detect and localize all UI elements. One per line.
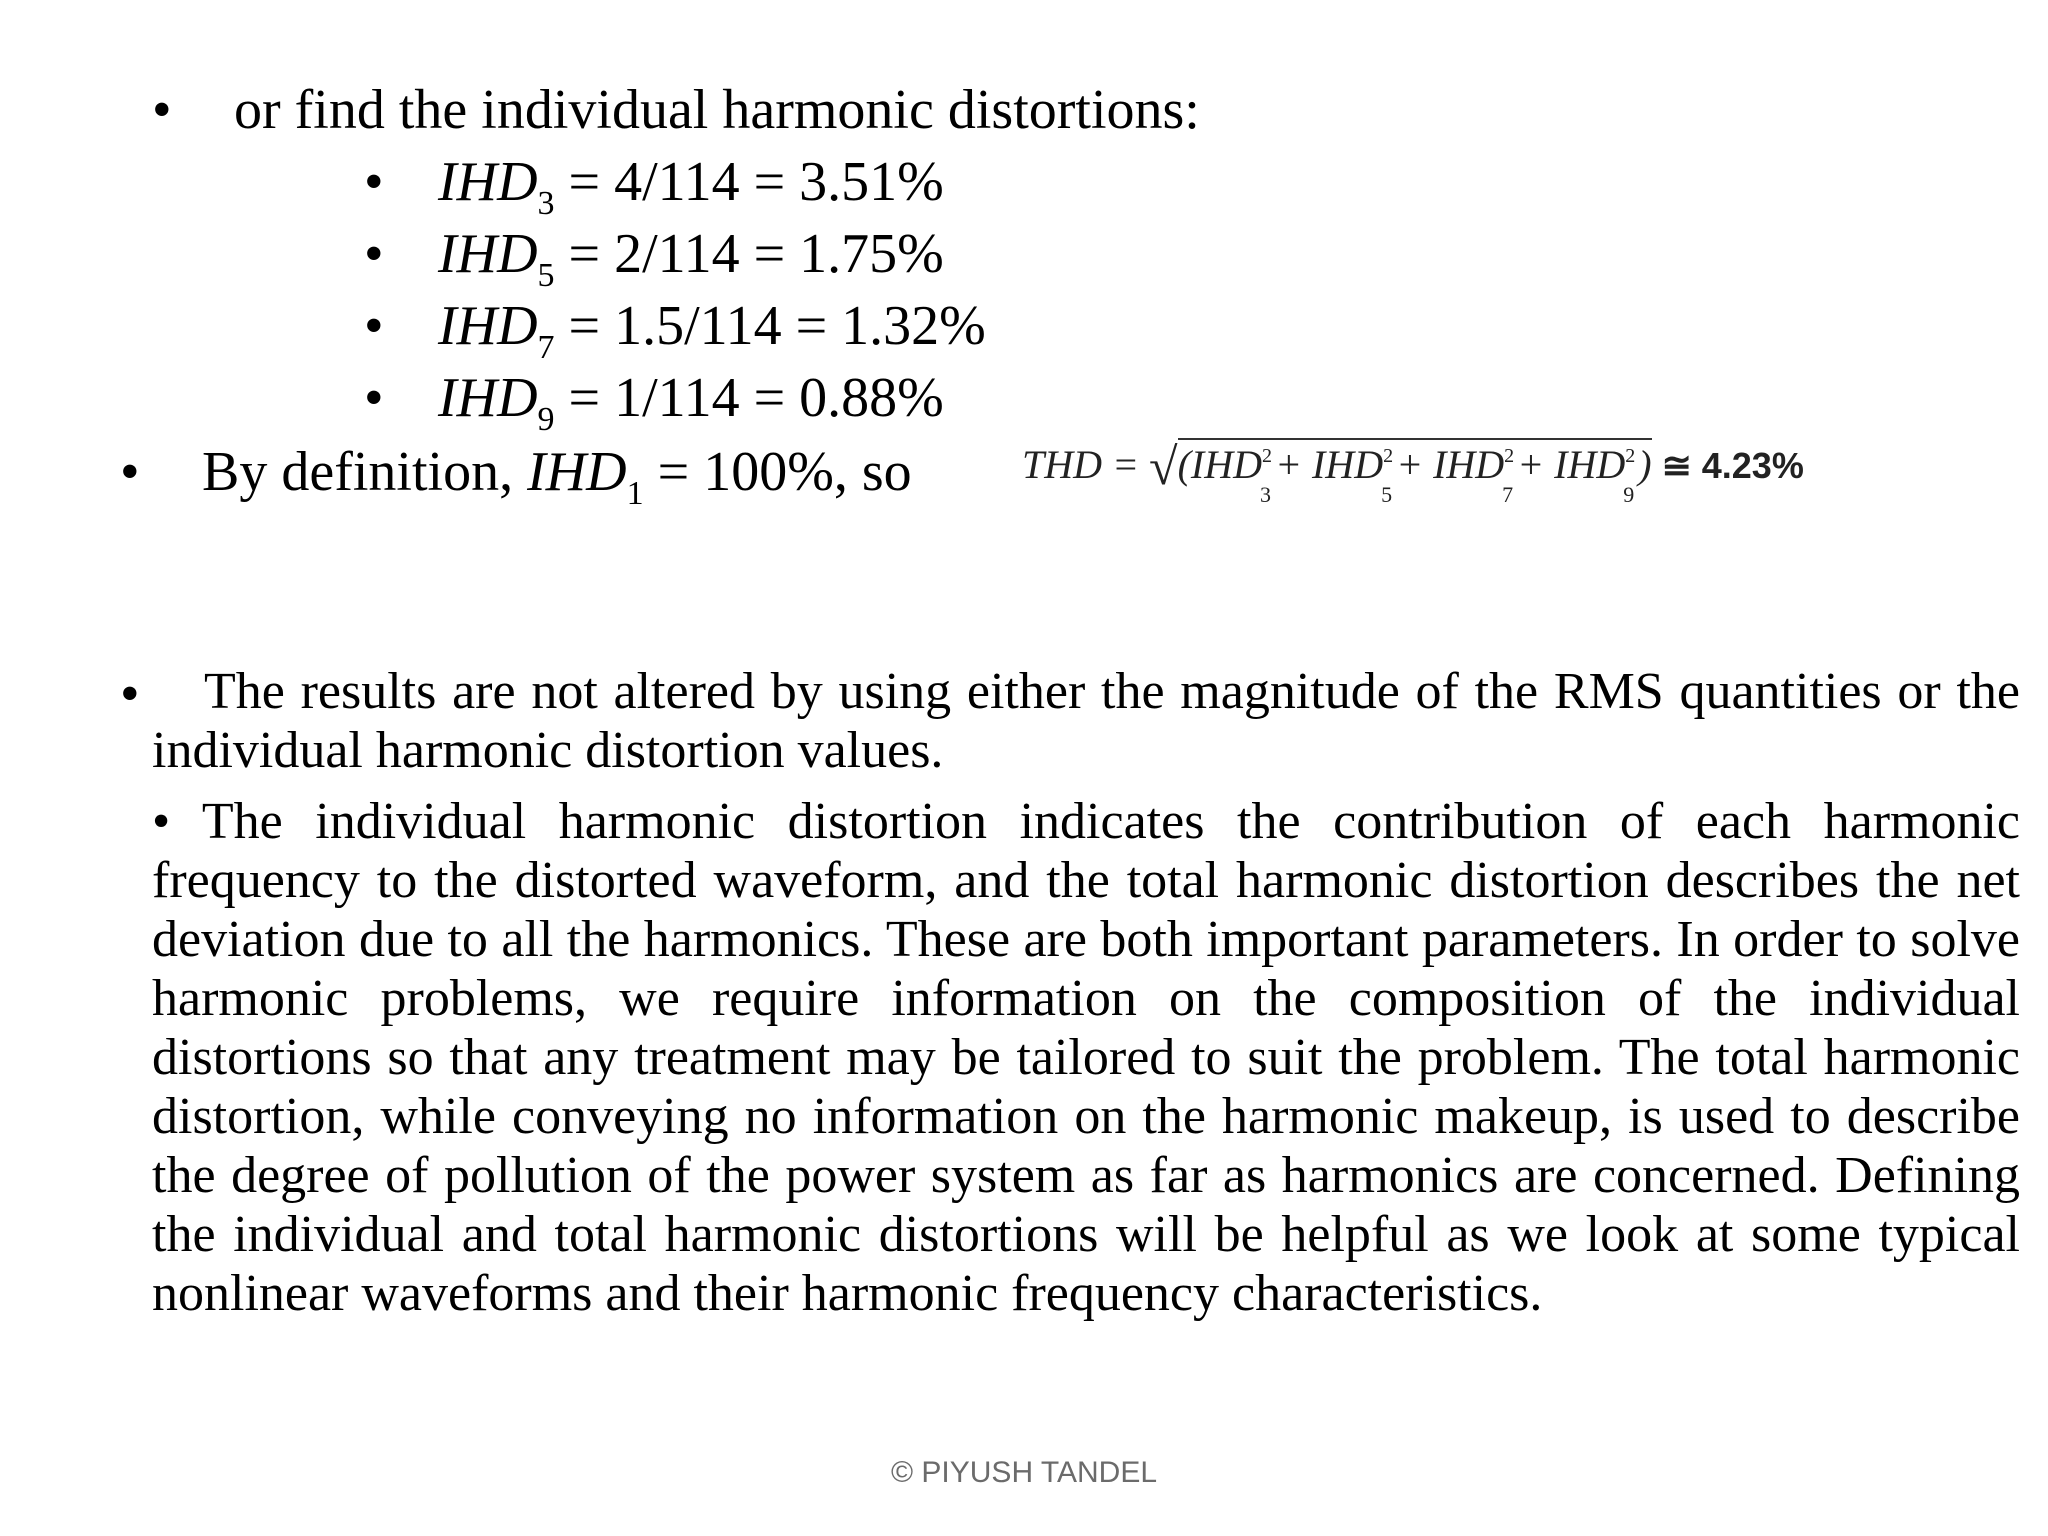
formula-term-var: IHD (1190, 442, 1262, 487)
ihd-expression: = 2/114 = 1.75% (568, 223, 944, 285)
bullet-intro: • (152, 79, 172, 141)
definition-var: IHD (527, 441, 627, 503)
paragraph-explanation: • The individual harmonic distortion indicates the contribution of each harmonic frequency to the distorted waveform, and the total harmonic distortion describes the net deviation due to all the harmonics. These are both important parameters. In order to solve harmonic problems, we require information on the composition of the individual distortions so that any treatment may be tailored to suit the problem. The total harmonic distortion, while conveying no information on the harmonic makeup, is used to describe the degree of pollution of the power system as far as harmonics are concerned. Defining the individual and total harmonic distortions will be helpful as we look at some typical nonlinear waveforms and their harmonic frequency characteristics. (152, 793, 2020, 1322)
formula-value: 4.23% (1701, 445, 1804, 486)
definition-suffix: = 100%, so (643, 441, 912, 503)
formula-paren-close: ) (1638, 442, 1652, 487)
bullet-ihd7: • (364, 295, 384, 357)
formula-radicand (1177, 438, 1652, 507)
ihd-expression: = 1.5/114 = 1.32% (568, 295, 986, 357)
formula-term-sup: 2 (1383, 445, 1394, 467)
formula-term-sup: 2 (1261, 445, 1272, 467)
formula-term-sub: 5 (1381, 482, 1393, 507)
formula-lhs: THD = (1022, 442, 1140, 487)
ihd-subscript: 9 (537, 401, 555, 438)
footer-copyright: © PIYUSH TANDEL (890, 1456, 1158, 1489)
intro-text: or find the individual harmonic distortions: (234, 79, 1200, 141)
formula-plus: + (1396, 442, 1424, 487)
bullet-ihd3: • (364, 151, 384, 213)
formula-term-var: IHD (1311, 442, 1384, 487)
formula-term-sup: 2 (1504, 445, 1515, 467)
formula-term-var: IHD (1433, 442, 1505, 487)
formula-term-sub: 9 (1623, 482, 1635, 507)
bullet-ihd5: • (364, 223, 384, 285)
formula-plus: + (1274, 442, 1302, 487)
definition-subscript: 1 (626, 475, 644, 512)
ihd-subscript: 5 (537, 257, 555, 294)
formula-approx: ≅ (1661, 445, 1692, 486)
formula-term-var: IHD (1554, 442, 1626, 487)
ihd-expression: = 1/114 = 0.88% (568, 367, 944, 429)
ihd-var: IHD (438, 295, 538, 357)
ihd-item-3 (438, 150, 944, 222)
formula-term-sub: 7 (1502, 482, 1514, 507)
ihd-var: IHD (438, 223, 538, 285)
formula-plus: + (1517, 442, 1545, 487)
ihd-item-5 (438, 222, 944, 294)
bullet-definition: • (120, 441, 140, 503)
paragraph-results: The results are not altered by using either the magnitude of the RMS quantities or the individual harmonic distortion values. (152, 663, 2020, 779)
formula-paren-open: ( (1177, 442, 1191, 487)
thd-formula (1022, 432, 1804, 507)
ihd-item-7 (438, 294, 986, 366)
ihd-item-9 (438, 366, 944, 438)
ihd-var: IHD (438, 367, 538, 429)
ihd-var: IHD (438, 151, 538, 213)
sqrt-symbol: √ (1149, 439, 1178, 496)
definition-text (202, 440, 912, 512)
bullet-ihd9: • (364, 367, 384, 429)
ihd-expression: = 4/114 = 3.51% (568, 151, 944, 213)
formula-term-sub: 3 (1259, 482, 1271, 507)
definition-prefix: By definition, (202, 441, 528, 503)
formula-term-sup: 2 (1625, 445, 1636, 467)
bullet-paragraph1: • (120, 663, 140, 725)
ihd-subscript: 7 (537, 329, 555, 366)
ihd-subscript: 3 (537, 185, 555, 222)
